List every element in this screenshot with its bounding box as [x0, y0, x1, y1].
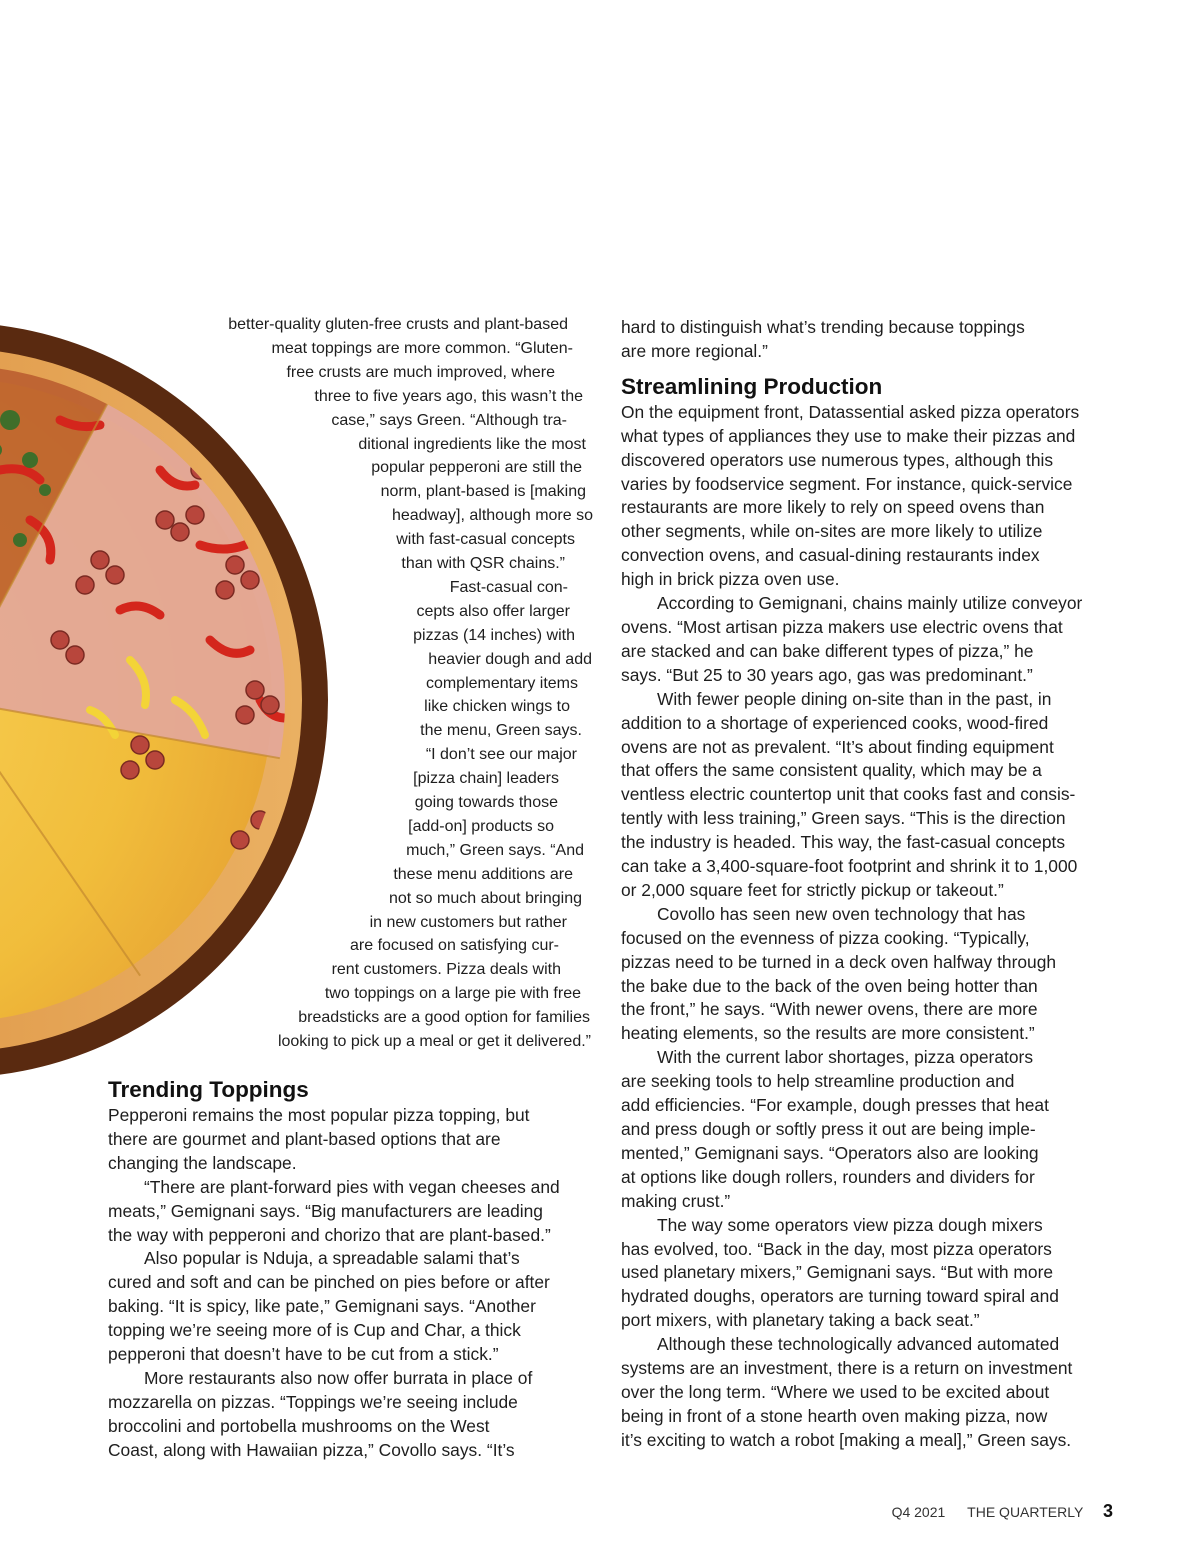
body-line: addition to a shortage of experienced cooks, wood-fired [621, 712, 1049, 733]
body-line: pizzas need to be turned in a deck oven halfway through [621, 951, 1057, 972]
body-line: being in front of a stone hearth oven making pizza, now [621, 1405, 1048, 1426]
intro-line: meat toppings are more common. “Gluten- [271, 339, 573, 357]
intro-line: norm, plant-based is [making [380, 483, 586, 501]
right-intro-body [621, 316, 1113, 364]
intro-line: the menu, Green says. [420, 722, 582, 740]
intro-line: heavier dough and add [428, 650, 592, 668]
page-footer [874, 1500, 1113, 1523]
body-line: are more regional.” [621, 340, 768, 361]
intro-line: ditional ingredients like the most [358, 435, 586, 453]
body-line: Although these technologically advanced automated [657, 1334, 1060, 1355]
body-line: can take a 3,400-square-foot footprint and shrink it to 1,000 [621, 856, 1078, 877]
streamlining-body [621, 401, 1113, 1453]
body-line: pepperoni that doesn’t have to be cut from a stick.” [108, 1344, 499, 1365]
intro-line: rent customers. Pizza deals with [331, 961, 561, 979]
body-line: the bake due to the back of the oven being hotter than [621, 975, 1038, 996]
intro-line: these menu additions are [393, 865, 573, 883]
body-line: over the long term. “Where we used to be excited about [621, 1381, 1050, 1402]
body-line: are seeking tools to help streamline production and [621, 1071, 1015, 1092]
trending-toppings-body [108, 1104, 598, 1463]
body-line: restaurants are more likely to rely on speed ovens than [621, 497, 1045, 518]
body-line: the way with pepperoni and chorizo that are plant-based.” [108, 1224, 551, 1245]
intro-line: not so much about bringing [388, 889, 582, 907]
page-number: 3 [1102, 1501, 1113, 1521]
body-line: The way some operators view pizza dough mixers [657, 1214, 1043, 1235]
body-line: broccolini and portobella mushrooms on the West [108, 1415, 490, 1436]
intro-line: “I don’t see our major [425, 746, 577, 764]
body-line: More restaurants also now offer burrata in place of [144, 1367, 533, 1388]
body-line: mented,” Gemignani says. “Operators also are looking [621, 1142, 1039, 1163]
intro-line: with fast-casual concepts [396, 531, 575, 549]
body-line: hydrated doughs, operators are turning toward spiral and [621, 1286, 1059, 1307]
body-line: or 2,000 square feet for strictly pickup or takeout.” [621, 879, 1004, 900]
streamlining-heading: Streamlining Production [621, 373, 883, 399]
body-line: discovered operators use numerous types, although this [621, 449, 1054, 470]
intro-line: free crusts are much improved, where [286, 363, 555, 381]
right-column [621, 316, 1113, 1453]
body-line: making crust.” [621, 1190, 731, 1211]
body-line: it’s exciting to watch a robot [making a meal],” Green says. [621, 1429, 1072, 1450]
body-line: focused on the evenness of pizza cooking. “Typically, [621, 927, 1030, 948]
body-line: port mixers, with planetary taking a back seat.” [621, 1310, 980, 1331]
intro-line: breadsticks are a good option for families [298, 1009, 590, 1027]
body-line: add efficiencies. “For example, dough presses that heat [621, 1095, 1049, 1116]
intro-line: complementary items [425, 674, 578, 692]
body-line: changing the landscape. [108, 1152, 297, 1173]
intro-line: cepts also offer larger [416, 602, 570, 620]
trending-toppings-section [108, 1076, 598, 1463]
intro-line: pizzas (14 inches) with [413, 626, 575, 644]
body-line: high in brick pizza oven use. [621, 569, 840, 590]
body-line: With fewer people dining on-site than in the past, in [657, 688, 1052, 709]
intro-line: better-quality gluten-free crusts and plant-based [228, 316, 568, 333]
intro-line: in new customers but rather [369, 913, 567, 931]
intro-line: going towards those [414, 794, 558, 811]
intro-line: Fast-casual con- [449, 578, 568, 596]
body-line: Coast, along with Hawaiian pizza,” Covollo says. “It’s [108, 1439, 515, 1460]
body-line: varies by foodservice segment. For instance, quick-service [621, 473, 1073, 494]
body-line: and press dough or softly press it out are being imple- [621, 1119, 1036, 1139]
publication-name: THE QUARTERLY [967, 1504, 1084, 1520]
body-line: cured and soft and can be pinched on pies before or after [108, 1272, 550, 1293]
body-line: topping we’re seeing more of is Cup and Char, a thick [108, 1320, 521, 1341]
intro-line: [pizza chain] leaders [413, 770, 559, 788]
body-line: baking. “It is spicy, like pate,” Gemignani says. “Another [108, 1296, 536, 1317]
body-line: are stacked and can bake different types of pizza,” he [621, 640, 1034, 661]
intro-line: looking to pick up a meal or get it delivered.” [277, 1033, 591, 1050]
intro-line: popular pepperoni are still the [371, 459, 582, 477]
issue-label: Q4 2021 [891, 1504, 946, 1520]
body-line: ovens are not as prevalent. “It’s about finding equipment [621, 736, 1054, 757]
body-line: heating elements, so the results are more consistent.” [621, 1023, 1035, 1044]
body-line: meats,” Gemignani says. “Big manufacturers are leading [108, 1200, 543, 1221]
body-line: convection ovens, and casual-dining restaurants index [621, 545, 1040, 566]
intro-line: two toppings on a large pie with free [324, 985, 581, 1003]
body-line: the industry is headed. This way, the fast-casual concepts [621, 832, 1066, 853]
body-line: According to Gemignani, chains mainly utilize conveyor [657, 593, 1083, 614]
intro-line: case,” says Green. “Although tra- [331, 411, 567, 429]
body-line: systems are an investment, there is a return on investment [621, 1358, 1073, 1379]
intro-line: are focused on satisfying cur- [350, 937, 559, 955]
intro-line: like chicken wings to [424, 698, 570, 716]
body-line: mozzarella on pizzas. “Toppings we’re seeing include [108, 1391, 518, 1412]
body-line: Covollo has seen new oven technology that has [657, 903, 1026, 924]
body-line: ventless electric countertop unit that cooks fast and consis- [621, 784, 1076, 805]
intro-line: [add-on] products so [408, 817, 554, 835]
intro-line: than with QSR chains.” [401, 555, 565, 572]
intro-line: headway], although more so [391, 507, 593, 525]
body-line: what types of appliances they use to make their pizzas and [621, 425, 1076, 446]
body-line: has evolved, too. “Back in the day, most pizza operators [621, 1238, 1052, 1259]
body-line: there are gourmet and plant-based options that are [108, 1128, 501, 1149]
body-line: other segments, while on-sites are more likely to utilize [621, 521, 1043, 542]
body-line: Also popular is Nduja, a spreadable salami that’s [144, 1248, 520, 1269]
body-line: “There are plant-forward pies with vegan cheeses and [144, 1176, 560, 1197]
intro-line: much,” Green says. “And [406, 841, 584, 859]
body-line: that offers the same consistent quality, which may be a [621, 760, 1042, 781]
body-line: Pepperoni remains the most popular pizza topping, but [108, 1105, 530, 1125]
body-line: On the equipment front, Datassential asked pizza operators [621, 401, 1080, 422]
body-line: says. “But 25 to 30 years ago, gas was predominant.” [621, 664, 1033, 685]
body-line: tently with less training,” Green says. “This is the direction [621, 808, 1066, 829]
trending-toppings-heading: Trending Toppings [108, 1077, 309, 1102]
body-line: at options like dough rollers, rounders and dividers for [621, 1166, 1035, 1187]
body-line: the front,” he says. “With newer ovens, there are more [621, 999, 1038, 1020]
body-line: used planetary mixers,” Gemignani says. “But with more [621, 1262, 1054, 1283]
body-line: With the current labor shortages, pizza operators [657, 1047, 1034, 1068]
body-line: ovens. “Most artisan pizza makers use electric ovens that [621, 616, 1063, 637]
body-line: hard to distinguish what’s trending because toppings [621, 317, 1025, 337]
intro-line: three to five years ago, this wasn’t the [314, 387, 583, 405]
